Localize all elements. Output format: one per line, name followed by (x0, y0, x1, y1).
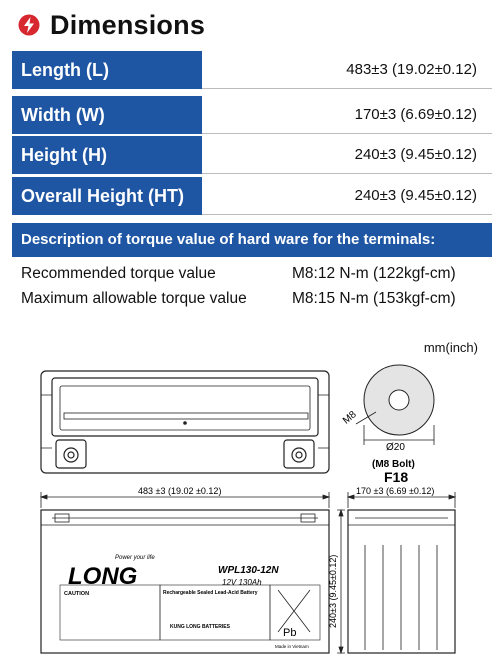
torque-label: Recommended torque value (21, 265, 216, 282)
bolt-code-label: F18 (384, 469, 409, 485)
battery-top-view (41, 371, 329, 473)
page-title: Dimensions (50, 9, 206, 40)
brand-logo: LONG (68, 563, 138, 590)
battery-description: Rechargeable Sealed Lead-Acid Battery (163, 590, 258, 596)
torque-value: M8:15 N-m (153kgf-cm) (292, 290, 456, 307)
dimension-label: Overall Height (HT) (12, 177, 202, 215)
height-dimension-label: 240±3 (9.45±0.12) (328, 554, 338, 628)
dimension-label: Length (L) (12, 51, 202, 89)
battery-side-view (348, 510, 455, 653)
height-dimension-line (337, 510, 345, 653)
dimension-label: Height (H) (12, 136, 202, 174)
pb-symbol: Pb (283, 627, 297, 639)
maker-label: KUNG LONG BATTERIES (170, 624, 230, 630)
torque-heading: Description of torque value of hard ware for the terminals: (12, 223, 492, 257)
caution-label: CAUTION (64, 591, 90, 597)
dimension-value: 240±3 (9.45±0.12) (354, 146, 477, 163)
bolt-type-label: (M8 Bolt) (372, 459, 415, 470)
model-label: WPL130-12N (218, 565, 279, 576)
bolt-thread-label: M8 (341, 409, 359, 427)
torque-value: M8:12 N-m (122kgf-cm) (292, 265, 456, 282)
unit-label: mm(inch) (423, 340, 478, 355)
dimension-value: 483±3 (19.02±0.12) (346, 61, 477, 78)
rating-label: 12V 130Ah (222, 578, 262, 587)
width-dimension-label: 170 ±3 (6.69 ±0.12) (356, 486, 435, 496)
origin-label: Made in Vietnam (275, 644, 309, 649)
dimension-value: 170±3 (6.69±0.12) (354, 106, 477, 123)
brand-tagline: Power your life (115, 555, 155, 561)
bolt-detail (356, 365, 434, 445)
torque-label: Maximum allowable torque value (21, 290, 247, 307)
dimension-value: 240±3 (9.45±0.12) (354, 187, 477, 204)
length-dimension-label: 483 ±3 (19.02 ±0.12) (138, 486, 222, 496)
dimension-label: Width (W) (12, 96, 202, 134)
bolt-diameter-label: Ø20 (386, 442, 405, 453)
